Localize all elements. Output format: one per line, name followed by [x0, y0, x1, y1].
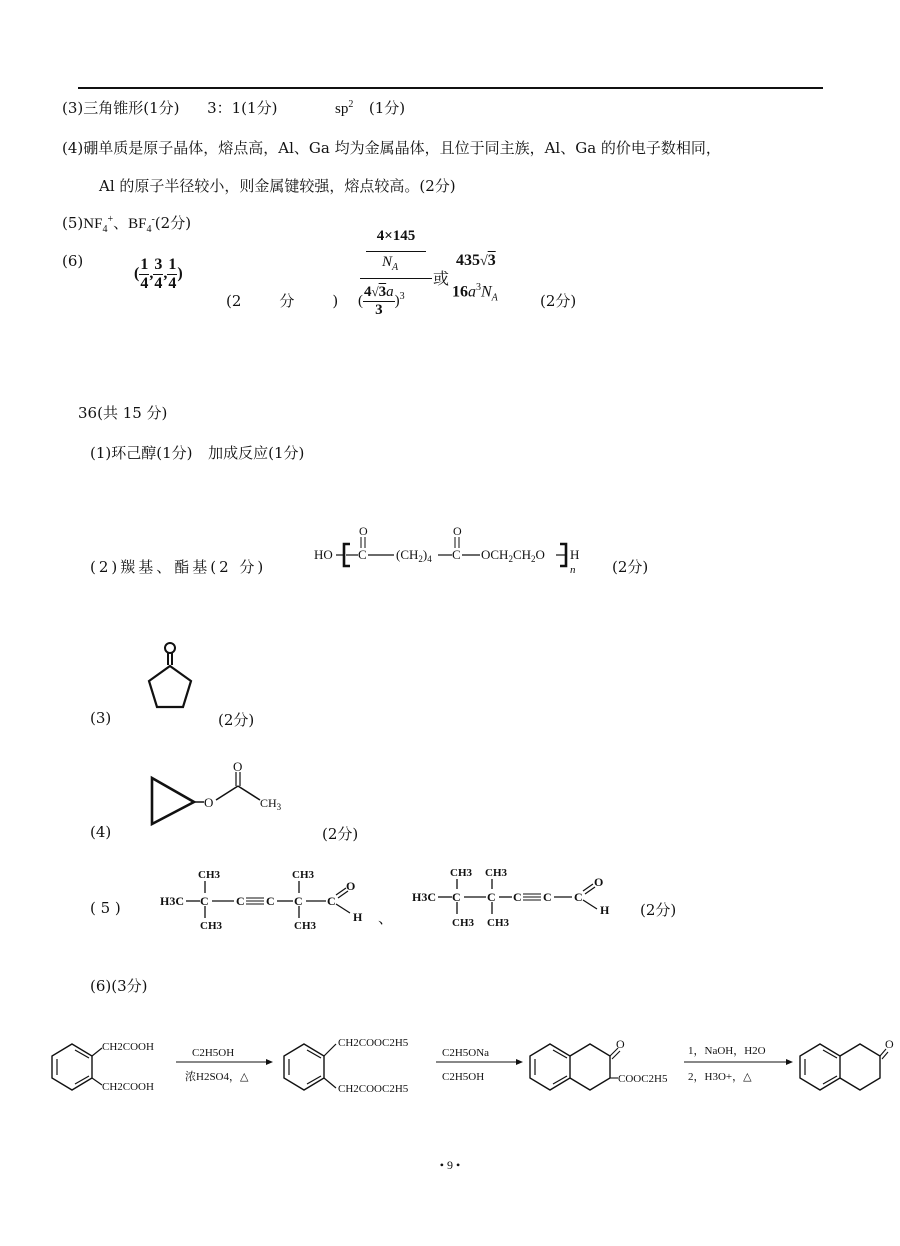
q36-p1-text1: 环己醇 — [111, 444, 157, 462]
q35-p5-ion2-base: BF — [128, 216, 147, 232]
q35-p6-score1-mid: 分 — [279, 292, 295, 310]
alt-formula-numerator — [456, 252, 496, 270]
q36-part2 — [90, 556, 266, 577]
cube-exp: 3 — [399, 290, 405, 302]
reagent-1-bottom: 浓H2SO4，△ — [185, 1071, 249, 1083]
cube-close-paren: ) — [394, 292, 400, 309]
polymer-chain-close: ) — [422, 547, 428, 562]
s1-bottom-ch3: CH3 — [200, 920, 222, 932]
density-outer-fraction-bar — [360, 278, 432, 279]
intermediate-2 — [530, 1037, 668, 1090]
q35-p5-ion1-sub: 4 — [102, 224, 108, 235]
coord-frac-2 — [153, 256, 163, 293]
alt-fraction-gap — [452, 275, 516, 276]
q35-p5-ion1-base: NF — [83, 216, 103, 232]
q35-p6-score2: (2分) — [540, 292, 577, 310]
q36-p6-label: (6)(3分) — [90, 977, 148, 995]
q35-p4-line1: 硼单质是原子晶体，熔点高，Al、Ga 均为金属晶体，且位于同主族，Al、Ga 的价电子数相同， — [83, 139, 721, 157]
q35-part5 — [62, 212, 191, 235]
cyclopentanone-structure — [142, 640, 202, 712]
alt-den-exp: 3 — [476, 282, 481, 293]
q36-p5-score: (2分) — [640, 901, 677, 919]
s1-quaternary-c: C — [200, 894, 209, 908]
q36-p2-score-a: (2 分) — [210, 558, 267, 576]
q35-p5-ion1 — [83, 214, 114, 235]
s2-aldehyde-h: H — [600, 903, 610, 917]
polymer-chain-main: (CH — [396, 547, 419, 562]
q36-p3-score: (2分) — [218, 711, 255, 729]
q35-part4-line1 — [62, 137, 721, 158]
alt-num-radicand: 3 — [487, 252, 496, 269]
arrow-2 — [436, 1047, 523, 1083]
aldehyde-structure-1 — [160, 866, 382, 934]
polymer-carbonyl-o2: O — [453, 524, 462, 538]
product-ketone-o: O — [885, 1037, 894, 1051]
q35-p6-or: 或 — [433, 269, 450, 288]
polymer-ester-sub2: 2 — [531, 554, 536, 564]
q36-p5-sep: 、 — [378, 909, 394, 927]
q36-p1-score1: (1分) — [156, 444, 193, 462]
s2-carbonyl-c: C — [574, 890, 583, 904]
cube-frac-num — [363, 284, 395, 302]
sqrt-symbol: √ — [371, 284, 379, 299]
q36-p1-text2: 加成反应 — [208, 444, 269, 462]
acetate-carbonyl-o: O — [233, 760, 243, 774]
acetate-ester-o: O — [204, 795, 214, 810]
density-main-fraction-bar — [366, 251, 426, 252]
q36-p2-text: 羰基、酯基 — [120, 558, 211, 576]
cube-frac-den: 3 — [375, 302, 383, 318]
reagent-3-top: 1，NaOH，H2O — [688, 1045, 766, 1057]
polymer-chain — [396, 547, 432, 564]
polymer-carbonyl-c2: C — [452, 547, 461, 562]
q35-p5-ion2-sub: 4 — [146, 224, 152, 235]
polymer-h: H — [570, 547, 580, 562]
s1-bottom-ch3-2: CH3 — [294, 920, 316, 932]
polymer-n: n — [570, 564, 576, 576]
s1-quaternary-c2: C — [294, 894, 303, 908]
polymer-carbonyl-c1: C — [358, 547, 367, 562]
density-cube-term — [358, 284, 405, 319]
alt-den-a: a — [468, 283, 476, 301]
q35-p5-label: (5) — [62, 214, 84, 232]
cube-num-radicand: 3 — [378, 284, 387, 300]
reagent-2-top: C2H5ONa — [442, 1047, 490, 1059]
q35-part4-line2: Al 的原子半径较小，则金属键较强，熔点较高。(2分) — [99, 177, 456, 195]
acetate-methyl-sub: 3 — [276, 802, 282, 812]
cyclopropyl-acetate-structure — [146, 760, 296, 830]
polymer-ester-a: OCH — [481, 547, 509, 562]
q35-p3-ratio-score: (1分) — [241, 99, 278, 117]
q35-p6-score1 — [226, 290, 338, 311]
i2-ketone-o: O — [616, 1037, 625, 1051]
i1-bottom-group: CH2COOC2H5 — [338, 1083, 409, 1095]
page-number: • 9 • — [439, 1158, 461, 1172]
q36-p5-label: ( 5 ) — [90, 899, 121, 917]
coord-frac-1-den: 4 — [140, 275, 149, 292]
acetate-methyl-main: CH — [260, 796, 277, 810]
q35-p3-hyb-sup: 2 — [348, 99, 354, 110]
cube-num-a: a — [386, 284, 394, 300]
polymer-ester — [481, 547, 545, 564]
q35-p5-score: (2分) — [154, 214, 192, 232]
s2-alkyne-c2: C — [543, 890, 552, 904]
header-rule — [78, 87, 823, 89]
q36-p1-label: (1) — [90, 444, 112, 462]
q35-p3-hyb — [335, 101, 353, 117]
synthesis-route — [40, 1030, 900, 1102]
coord-close-paren: ) — [177, 265, 183, 283]
density-denominator — [382, 254, 398, 273]
q35-p3-ratio: 3：1 — [207, 99, 242, 117]
alt-num-coef: 435 — [456, 252, 480, 269]
s1-top-ch3: CH3 — [198, 869, 220, 881]
polymer-chain-sub2: 4 — [427, 554, 432, 564]
cube-num-coef: 4 — [364, 284, 372, 300]
q35-p5-ion2-sup: - — [151, 214, 155, 225]
polymer-ester-sub1: 2 — [508, 554, 513, 564]
density-den-sub: A — [392, 262, 399, 273]
polymer-ester-c: O — [535, 547, 545, 562]
polymer-structure — [312, 518, 602, 584]
q35-p6-coordinates — [134, 256, 183, 293]
q35-p5-ion1-sup: + — [107, 214, 114, 225]
coord-comma-1: , — [149, 265, 154, 283]
density-den-n: N — [382, 254, 393, 270]
alt-den-n: N — [481, 283, 492, 301]
q35-p4-label: (4) — [62, 139, 84, 157]
coord-open-paren: ( — [134, 265, 140, 283]
q36-p3-label: (3) — [90, 709, 112, 727]
coord-frac-3-den: 4 — [168, 275, 177, 292]
q36-p4-label: (4) — [90, 823, 112, 841]
polymer-carbonyl-o1: O — [359, 524, 368, 538]
s2-h3c: H3C — [412, 890, 436, 904]
q35-p3-shape-score: (1分) — [143, 99, 180, 117]
arrow-1 — [176, 1047, 273, 1083]
s2-top-ch3-2: CH3 — [485, 867, 507, 879]
arrow-3 — [684, 1045, 793, 1083]
sqrt-symbol: √ — [480, 254, 488, 269]
cube-open-paren: ( — [358, 292, 363, 309]
sm-top-group: CH2COOH — [102, 1041, 154, 1053]
cube-frac — [363, 284, 395, 319]
intermediate-1 — [284, 1037, 409, 1095]
s1-aldehyde-h: H — [353, 910, 363, 924]
starting-material — [52, 1041, 154, 1093]
alt-den-coef: 16 — [452, 283, 468, 301]
q35-p5-ion2 — [128, 214, 155, 235]
q35-p3-hyb-base: sp — [334, 101, 349, 117]
s2-quaternary-c1: C — [452, 890, 461, 904]
coord-frac-1 — [139, 256, 149, 293]
s1-carbonyl-c: C — [327, 894, 336, 908]
q35-p3-hyb-score: (1分) — [368, 99, 406, 117]
polymer-ester-b: CH — [512, 547, 532, 562]
s1-top-ch3-2: CH3 — [292, 869, 314, 881]
q36-p2-score-b: (2分) — [612, 558, 649, 576]
reagent-2-bottom: C2H5OH — [442, 1071, 485, 1083]
q36-p2-label: (2) — [90, 558, 121, 576]
aldehyde-structure-2 — [412, 862, 622, 934]
q36-p4-score: (2分) — [322, 825, 359, 843]
s1-h3c: H3C — [160, 894, 184, 908]
q35-p5-sep: 、 — [113, 214, 129, 232]
q35-part3 — [62, 97, 405, 118]
coord-frac-2-num: 3 — [154, 256, 163, 273]
i1-top-group: CH2COOC2H5 — [338, 1037, 409, 1049]
i2-ester-group: COOC2H5 — [618, 1073, 668, 1085]
coord-frac-2-den: 4 — [154, 275, 163, 292]
acetate-methyl — [260, 796, 282, 812]
q36-part1 — [90, 442, 304, 463]
product — [800, 1037, 894, 1090]
reagent-1-top: C2H5OH — [192, 1047, 235, 1059]
q35-p6-label: (6) — [62, 252, 84, 270]
q36-p1-score2: (1分) — [268, 444, 305, 462]
reagent-3-bottom: 2，H3O+，△ — [688, 1071, 752, 1083]
s1-alkyne-c2: C — [266, 894, 275, 908]
q36-title: 36(共 15 分) — [78, 404, 168, 422]
s1-alkyne-c1: C — [236, 894, 245, 908]
alt-den-sub: A — [491, 292, 498, 304]
s2-top-ch3-1: CH3 — [450, 867, 472, 879]
s2-bottom-ch3-2: CH3 — [487, 917, 509, 929]
polymer-chain-sub1: 2 — [418, 554, 423, 564]
alt-formula-denominator — [452, 282, 498, 304]
q35-p3-label: (3) — [62, 99, 84, 117]
s2-carbonyl-o: O — [594, 875, 604, 889]
q35-p6-score1-open: (2 — [226, 292, 242, 310]
s1-carbonyl-o: O — [346, 879, 356, 893]
coord-frac-3-num: 1 — [168, 256, 177, 273]
coord-comma-2: , — [163, 265, 168, 283]
sm-bottom-group: CH2COOH — [102, 1081, 154, 1093]
q35-p6-score1-close: ) — [332, 292, 339, 310]
density-numerator: 4×145 — [376, 228, 416, 244]
q35-p3-shape: 三角锥形 — [83, 99, 144, 117]
s2-bottom-ch3-1: CH3 — [452, 917, 474, 929]
polymer-ho: HO — [314, 547, 333, 562]
coord-frac-1-num: 1 — [140, 256, 149, 273]
s2-quaternary-c2: C — [487, 890, 496, 904]
s2-alkyne-c1: C — [513, 890, 522, 904]
coord-frac-3 — [167, 256, 177, 293]
